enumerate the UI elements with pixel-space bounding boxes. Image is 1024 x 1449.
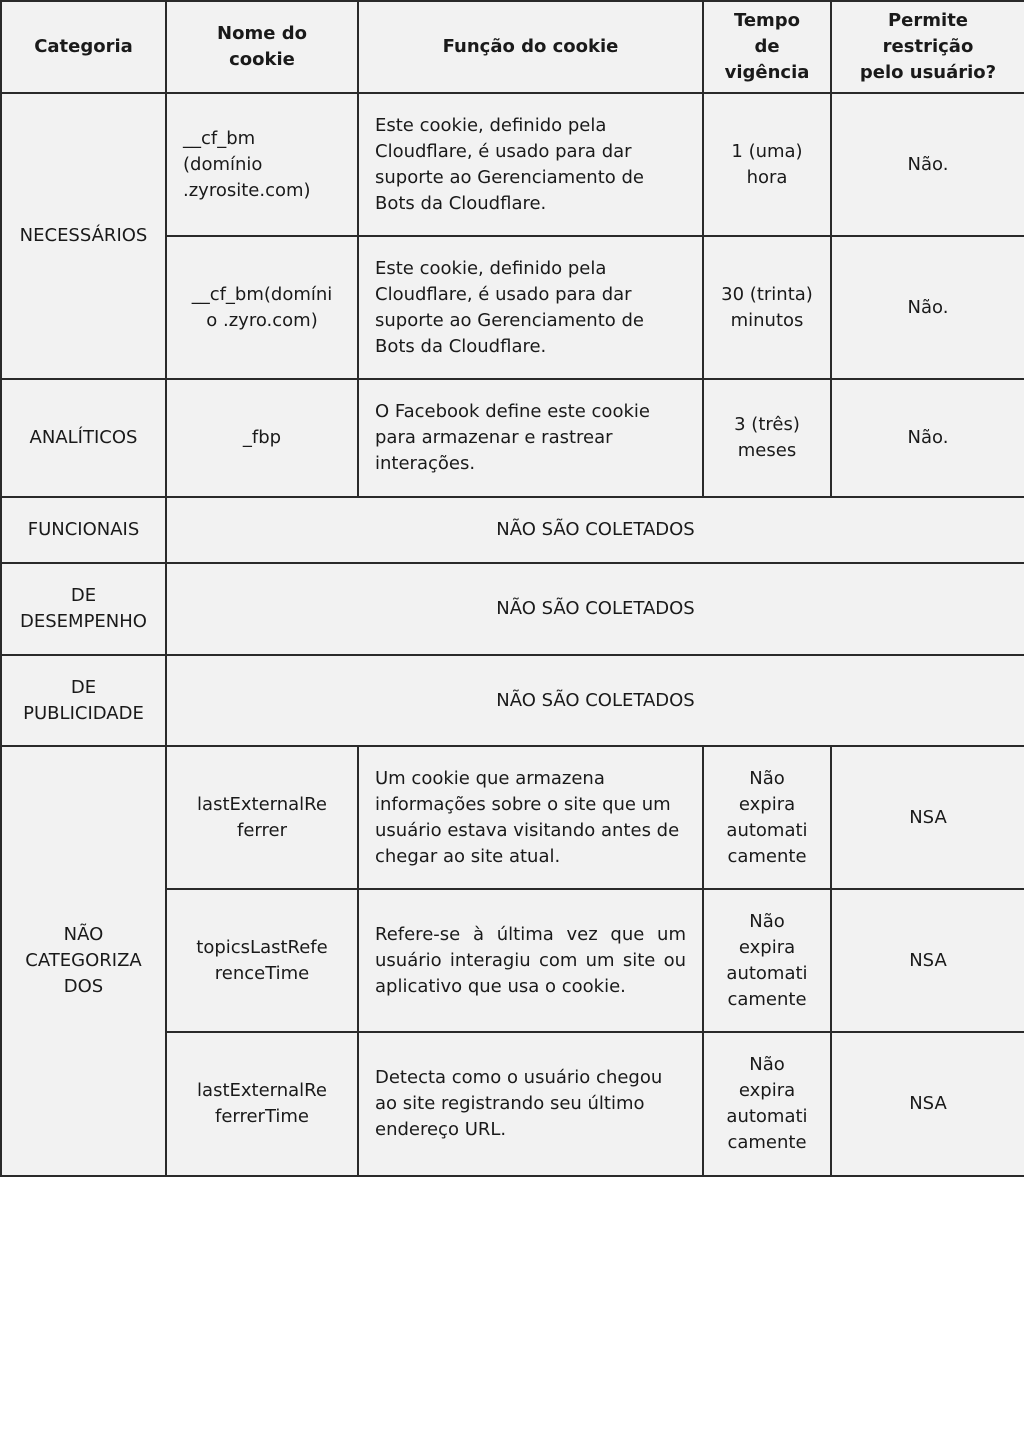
header-tempo-de-vigencia: Tempo de vigência xyxy=(703,1,831,93)
not-collected-status: NÃO SÃO COLETADOS xyxy=(166,655,1024,746)
cookie-name: __cf_bm (domínio .zyrosite.com) xyxy=(166,93,358,236)
cookie-function: Um cookie que armazena informações sobre o site que um usuário estava visitando antes de chegar ao site atual. xyxy=(358,746,703,889)
cookie-duration: Não expira automati camente xyxy=(703,1032,831,1176)
cookie-name: lastExternalRe ferrer xyxy=(166,746,358,889)
category-desempenho: DE DESEMPENHO xyxy=(1,563,166,655)
cookie-name: _fbp xyxy=(166,379,358,497)
cookie-function: O Facebook define este cookie para armazenar e rastrear interações. xyxy=(358,379,703,497)
table-row xyxy=(1,379,1024,497)
header-funcao-do-cookie: Função do cookie xyxy=(358,1,703,93)
cookie-duration: 30 (trinta) minutos xyxy=(703,236,831,379)
cookie-function: Este cookie, definido pela Cloudflare, é usado para dar suporte ao Gerenciamento de Bots da Cloudflare. xyxy=(358,93,703,236)
cookie-name: lastExternalRe ferrerTime xyxy=(166,1032,358,1176)
table-row xyxy=(1,563,1024,655)
cookie-name: topicsLastRefe renceTime xyxy=(166,889,358,1032)
header-row xyxy=(1,1,1024,93)
not-collected-status: NÃO SÃO COLETADOS xyxy=(166,497,1024,563)
cookie-restriction: Não. xyxy=(831,93,1024,236)
cookie-restriction: NSA xyxy=(831,889,1024,1032)
cookie-function: Refere-se à última vez que um usuário interagiu com um site ou aplicativo que usa o cookie. xyxy=(358,889,703,1032)
cookie-duration: 3 (três) meses xyxy=(703,379,831,497)
cookie-restriction: NSA xyxy=(831,746,1024,889)
table-row xyxy=(1,93,1024,236)
category-funcionais: FUNCIONAIS xyxy=(1,497,166,563)
category-nao-categorizados: NÃO CATEGORIZA DOS xyxy=(1,746,166,1176)
cookie-name: __cf_bm(domíni o .zyro.com) xyxy=(166,236,358,379)
not-collected-status: NÃO SÃO COLETADOS xyxy=(166,563,1024,655)
cookie-duration: 1 (uma) hora xyxy=(703,93,831,236)
table-row xyxy=(1,746,1024,889)
cookie-function: Detecta como o usuário chegou ao site registrando seu último endereço URL. xyxy=(358,1032,703,1176)
header-permite-restricao: Permite restrição pelo usuário? xyxy=(831,1,1024,93)
cookie-restriction: Não. xyxy=(831,379,1024,497)
header-categoria: Categoria xyxy=(1,1,166,93)
cookie-restriction: NSA xyxy=(831,1032,1024,1176)
cookie-function: Este cookie, definido pela Cloudflare, é usado para dar suporte ao Gerenciamento de Bots da Cloudflare. xyxy=(358,236,703,379)
header-nome-do-cookie: Nome do cookie xyxy=(166,1,358,93)
table-row xyxy=(1,655,1024,746)
category-publicidade: DE PUBLICIDADE xyxy=(1,655,166,746)
cookie-restriction: Não. xyxy=(831,236,1024,379)
category-necessarios: NECESSÁRIOS xyxy=(1,93,166,379)
category-analiticos: ANALÍTICOS xyxy=(1,379,166,497)
cookie-duration: Não expira automati camente xyxy=(703,889,831,1032)
table-row xyxy=(1,497,1024,563)
cookie-duration: Não expira automati camente xyxy=(703,746,831,889)
